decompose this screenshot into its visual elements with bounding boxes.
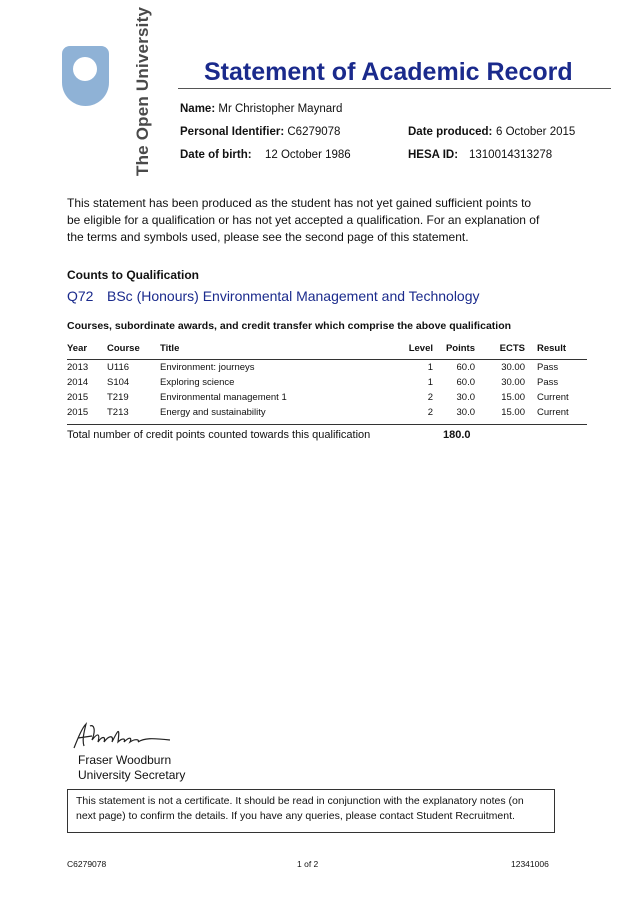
page-number: 1 of 2 [297,859,319,869]
courses-heading: Courses, subordinate awards, and credit transfer which comprise the above qualification [67,320,512,332]
col-points: Points [433,337,475,360]
total-divider [67,424,587,425]
hesa-label: HESA ID: [408,149,459,161]
disclaimer-box: This statement is not a certificate. It should be read in conjunction with the explanatory notes (on next page) to confirm the details. If you have any queries, please contact Student Recruitment. [67,789,555,833]
hesa-value: 1310014313278 [469,149,553,161]
date-produced-label: Date produced: [408,126,493,138]
counts-heading: Counts to Qualification [67,268,199,282]
qualification-title: BSc (Honours) Environmental Management and Technology [107,288,480,304]
date-produced-value: 6 October 2015 [496,126,576,138]
col-course: Course [107,337,160,360]
title-divider [178,88,611,89]
student-name-row [180,103,342,115]
table-row: 2013 U116 Environment: journeys 1 60.0 30.00 Pass [67,362,559,373]
total-value: 180.0 [443,429,471,441]
qualification-code: Q72 [67,288,94,304]
signatory [78,753,185,783]
table-row: 2015 T219 Environmental management 1 2 30.0 15.00 Current [67,392,569,403]
signature [70,720,180,752]
personal-identifier-row [180,126,340,138]
col-title: Title [160,337,392,360]
col-ects: ECTS [475,337,525,360]
total-label: Total number of credit points counted towards this qualification [67,429,371,441]
student-name: Mr Christopher Maynard [218,103,343,115]
signatory-role: University Secretary [78,768,186,782]
footer-reference: 12341006 [511,859,549,869]
dob-value: 12 October 1986 [265,149,351,161]
page-title: Statement of Academic Record [204,58,573,86]
table-header-row [67,337,587,360]
pid-label: Personal Identifier: [180,126,285,138]
col-year: Year [67,337,107,360]
col-level: Level [392,337,433,360]
table-row: 2015 T213 Energy and sustainability 2 30.0 15.00 Current [67,407,569,418]
footer-identifier: C6279078 [67,859,107,869]
courses-table [67,337,587,420]
pid-value: C6279078 [287,126,341,138]
university-name: The Open University [133,6,152,176]
col-result: Result [525,337,587,360]
dob-label: Date of birth: [180,149,252,161]
intro-paragraph: This statement has been produced as the student has not yet gained sufficient points to be eligible for a qualification or has not yet accepted a qualification. For an explanation of the terms and symbols used, please see the second page of this statement. [67,196,540,244]
university-logo [62,46,109,106]
table-row: 2014 S104 Exploring science 1 60.0 30.00 Pass [67,377,559,388]
signatory-name: Fraser Woodburn [78,753,172,767]
name-label: Name: [180,103,216,115]
